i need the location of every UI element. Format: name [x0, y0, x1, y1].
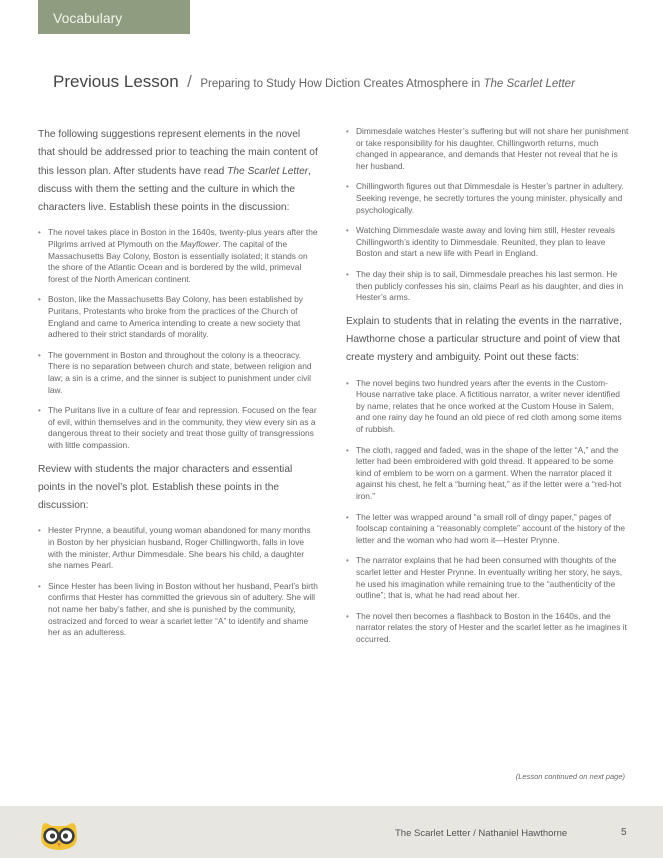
page-title: [53, 72, 633, 92]
page-footer: [0, 806, 663, 858]
structure-list: [346, 378, 630, 646]
list-item: • The day their ship is to sail, Dimmesdale preaches his last sermon. He then publicly confesses his sin, claims Pearl as his daughter, and dies in Hester’s arms.: [346, 268, 624, 303]
list-item: • The novel then becomes a flashback to Boston in the 1640s, and the narrator relates the story of Hester and the scarlet letter as he imagines it occurred.: [346, 610, 627, 644]
list-item: • The Puritans live in a culture of fear and repression. Focused on the fear of evil, within themselves and in the community, they view every sin as a dangerous threat to their society and treat those guilty of transgressions with little compassion.: [38, 405, 317, 450]
title-subtitle: [200, 78, 575, 90]
list-item: • The novel begins two hundred years after the events in the Custom-House narrative take place. A fictitious narrator, a writer never identified by name, relates that he once worked at the Custom House in Salem, and one rainy day he found an old piece of red cloth among some items of rubbish.: [346, 377, 622, 434]
list-item: • The narrator explains that he had been consumed with thoughts of the scarlet letter and Hester Prynne. In eventually writing her story, he says, he used his imagination while remaining true to the “authenticity of the outline”; that is, what he had read about her.: [346, 555, 623, 601]
list-item: • The novel takes place in Boston in the 1640s, twenty-plus years after the Pilgrims arrived at Plymouth on the Mayflower. The capital of the Massachusetts Bay Colony, Boston is essentially isolated; it stands on the shore of the Atlantic Ocean and is bordered by the wild, primeval forest of the North American continent.: [38, 227, 318, 284]
setting-list: [38, 227, 318, 451]
title-subtitle-book: The Scarlet Letter: [483, 78, 575, 90]
plot-list-continued: [346, 126, 630, 304]
list-item: • Hester Prynne, a beautiful, young woman abandoned for many months in Boston by her physician husband, Roger Chillingworth, falls in love with the minister, Arthur Dimmesdale. She bears his child, a daughter she names Pearl.: [38, 525, 311, 571]
left-column: [38, 126, 318, 648]
page-number: 5: [621, 827, 627, 838]
structure-intro-paragraph: Explain to students that in relating the events in the narrative, Hawthorne chose a particular structure and point of view that create mystery and ambiguity. Point out these facts:: [346, 315, 622, 364]
title-separator: /: [187, 72, 192, 91]
characters-intro-paragraph: Review with students the major characters and essential points in the novel’s plot. Establish these points in the discussion:: [38, 463, 293, 512]
list-item: • Watching Dimmesdale waste away and loving him still, Hester reveals Chillingworth’s identity to Dimmesdale. Reunited, they plan to leave Boston and start a new life with Pearl in England.: [346, 225, 615, 259]
list-item: • Boston, like the Massachusetts Bay Colony, has been established by Puritans, Protestants who broke from the practices of the Church of England and came to America intending to create a new society that adhered to their strict standards of morality.: [38, 294, 303, 340]
list-item: • Dimmesdale watches Hester’s suffering but will not share her punishment or take responsibility for his daughter. Chillingworth returns, much changed in appearance, and demands that Hester not reveal that he is her husband.: [346, 126, 629, 171]
continued-note: (Lesson continued on next page): [515, 772, 625, 781]
section-tab-label: Vocabulary: [53, 10, 123, 26]
right-column: [346, 126, 630, 654]
intro-paragraph: The following suggestions represent elements in the novel that should be addressed prior to teaching the main content of this lesson plan. After students have read The Scarlet Letter, discuss with them the setting and the culture in which the characters live. Establish these points in the discussion:: [38, 129, 318, 214]
list-item: • The letter was wrapped around “a small roll of dingy paper,” pages of foolscap containing a “reasonably complete” account of the history of the letter and the woman who had worn it—Hester Prynne.: [346, 511, 626, 545]
title-subtitle-text: Preparing to Study How Diction Creates Atmosphere in: [200, 78, 484, 90]
section-tab: [38, 0, 190, 34]
footer-book-title: The Scarlet Letter / Nathaniel Hawthorne: [395, 828, 568, 839]
list-item: • Since Hester has been living in Boston without her husband, Pearl’s birth confirms that Hester has committed the grievous sin of adultery. She will not name her baby’s father, and she is punished by the community, ostracized and forced to wear a scarlet letter “A” to identify and shame her as an adulteress.: [38, 580, 318, 638]
plot-list: [38, 525, 318, 638]
list-item: • The government in Boston and throughout the colony is a theocracy. There is no separation between church and state, between religion and law; a sin is a crime, and the sinner is subject to punishment under civil law.: [38, 349, 312, 395]
list-item: • Chillingworth figures out that Dimmesdale is Hester’s partner in adultery. Seeking revenge, he secretly tortures the young minister, physically and psychologically.: [346, 181, 624, 215]
title-main: Previous Lesson: [53, 72, 179, 91]
owl-logo-icon: [38, 818, 80, 852]
list-item: • The cloth, ragged and faded, was in the shape of the letter “A,” and the letter had been embroidered with gold thread. It appeared to be some kind of emblem to be worn on a garment. When the narrator placed it against his chest, he felt a “burning heat,” as if the letter were a “red-hot iron.”: [346, 444, 622, 501]
